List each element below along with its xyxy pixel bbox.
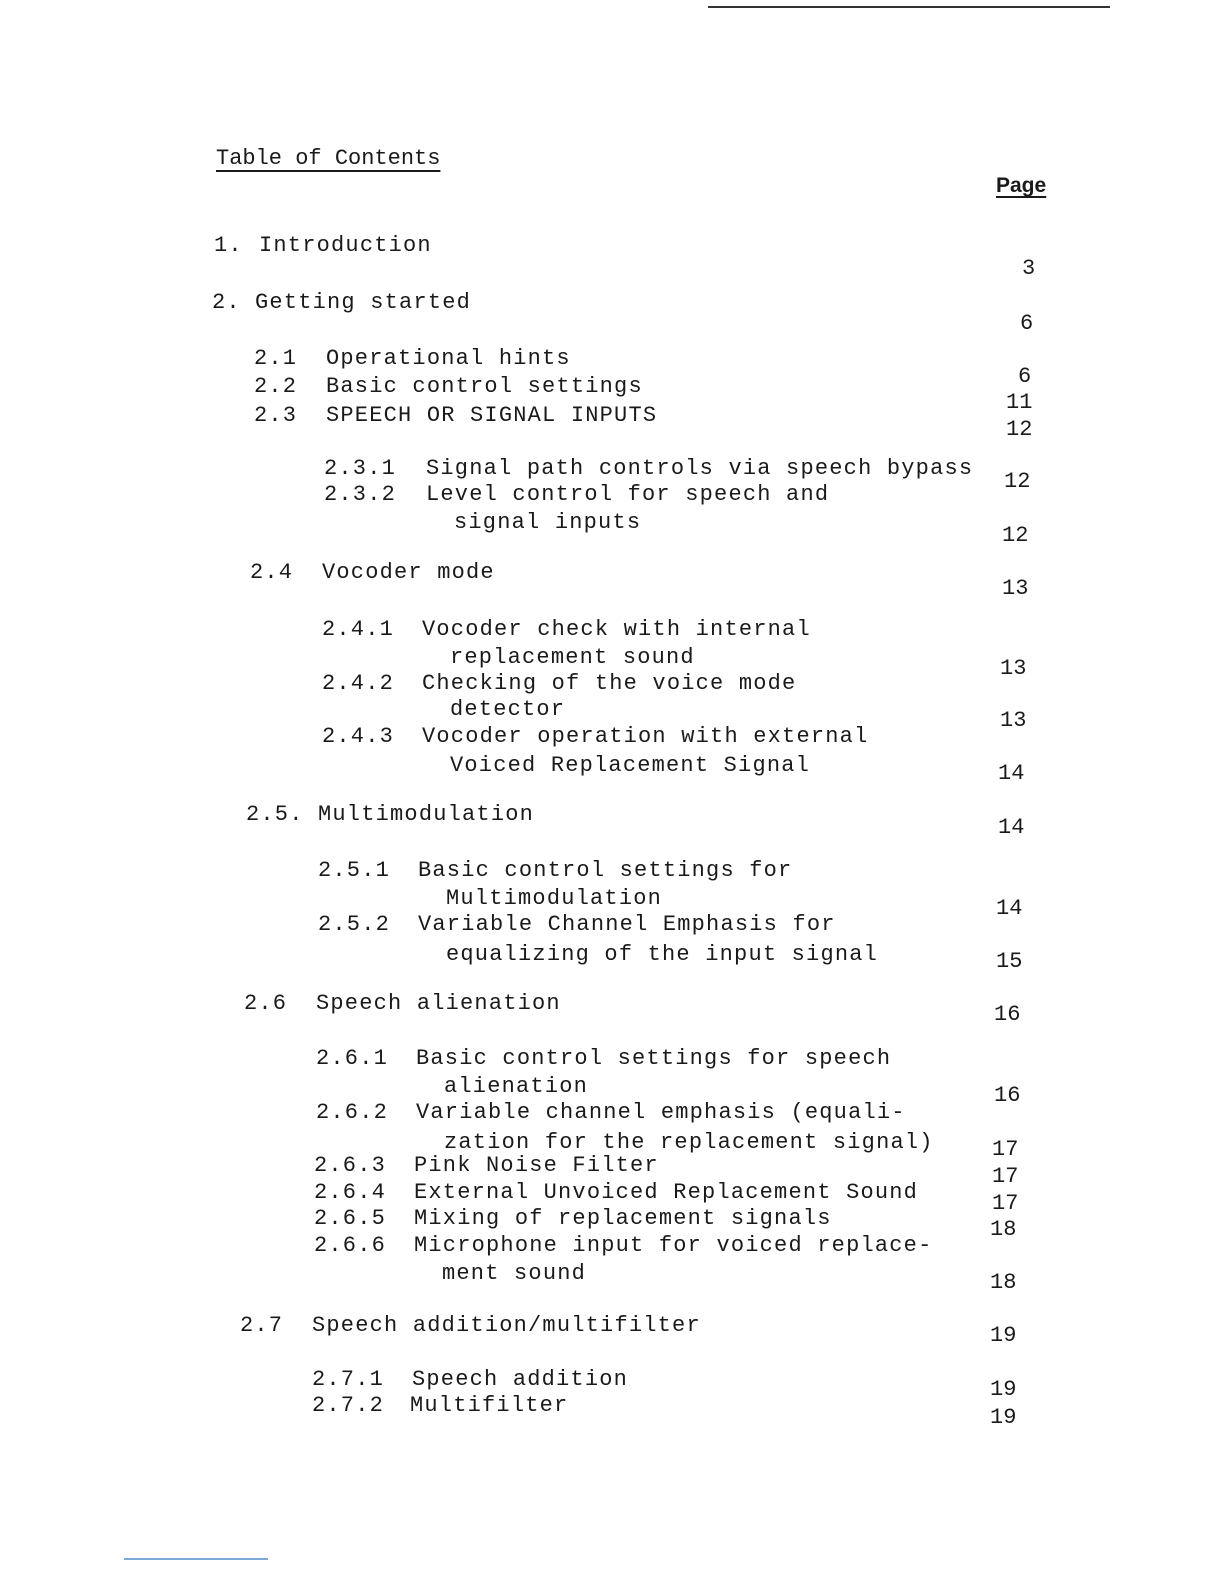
toc-entry-title: Basic control settings xyxy=(326,374,643,399)
toc-entry-number: 2.4.2 xyxy=(322,671,395,696)
toc-entry-number: 2.5. xyxy=(246,802,304,827)
toc-entry-number: 2.6.1 xyxy=(316,1046,389,1071)
toc-entry-page: 17 xyxy=(992,1164,1019,1189)
toc-entry-title: Getting started xyxy=(255,290,472,315)
toc-entry-page: 11 xyxy=(1006,390,1033,415)
page-column-header: Page xyxy=(996,174,1047,197)
toc-entry-number: 2.4.3 xyxy=(322,724,395,749)
toc-entry-page: 15 xyxy=(996,949,1023,974)
toc-entry-page: 13 xyxy=(1000,708,1027,733)
toc-entry-number: 2.1 xyxy=(254,346,298,371)
toc-entry-number: 2.3 xyxy=(254,403,298,428)
toc-entry-title: Microphone input for voiced replace- xyxy=(414,1233,933,1258)
toc-entry-title: Speech addition xyxy=(412,1367,629,1392)
toc-entry-page: 19 xyxy=(990,1405,1017,1430)
toc-entry-number: 1. xyxy=(214,233,243,258)
toc-entry-title: Mixing of replacement signals xyxy=(414,1206,832,1231)
toc-entry-number: 2.6.4 xyxy=(314,1180,387,1205)
toc-entry-title: External Unvoiced Replacement Sound xyxy=(414,1180,919,1205)
toc-entry-title: Vocoder operation with external xyxy=(422,724,869,749)
toc-entry-title-continuation: equalizing of the input signal xyxy=(446,942,879,967)
toc-entry-number: 2.4.1 xyxy=(322,617,395,642)
toc-entry-page: 14 xyxy=(998,815,1025,840)
toc-entry-page: 12 xyxy=(1004,469,1031,494)
toc-entry-page: 18 xyxy=(990,1270,1017,1295)
toc-entry-page: 13 xyxy=(1002,576,1029,601)
toc-entry-title: Level control for speech and xyxy=(426,482,830,507)
toc-entry-page: 3 xyxy=(1022,256,1036,281)
toc-entry-title-continuation: Multimodulation xyxy=(446,886,663,911)
toc-entry-page: 16 xyxy=(994,1002,1021,1027)
toc-entry-number: 2. xyxy=(212,290,241,315)
toc-entry-page: 12 xyxy=(1002,523,1029,548)
toc-entry-title-continuation: zation for the replacement signal) xyxy=(444,1130,934,1155)
toc-entry-title: Variable Channel Emphasis for xyxy=(418,912,836,937)
toc-entry-number: 2.5.1 xyxy=(318,858,391,883)
toc-entry-number: 2.6.6 xyxy=(314,1233,387,1258)
toc-entry-page: 16 xyxy=(994,1083,1021,1108)
toc-entry-page: 13 xyxy=(1000,656,1027,681)
toc-entry-number: 2.7.1 xyxy=(312,1367,385,1392)
toc-entry-number: 2.7 xyxy=(240,1313,284,1338)
toc-entry-title: Multifilter xyxy=(410,1393,569,1418)
toc-entry-title: Checking of the voice mode xyxy=(422,671,797,696)
toc-entry-number: 2.6.2 xyxy=(316,1100,389,1125)
toc-entry-title-continuation: ment sound xyxy=(442,1261,587,1286)
toc-entry-number: 2.6 xyxy=(244,991,288,1016)
toc-entry-page: 14 xyxy=(996,896,1023,921)
bottom-rule xyxy=(124,1558,268,1560)
toc-entry-title: Introduction xyxy=(259,233,432,258)
toc-entry-title: Basic control settings for xyxy=(418,858,793,883)
toc-entry-number: 2.3.2 xyxy=(324,482,397,507)
toc-entry-title-continuation: detector xyxy=(450,697,566,722)
toc-entry-page: 18 xyxy=(990,1217,1017,1242)
toc-entry-number: 2.7.2 xyxy=(312,1393,385,1418)
toc-entry-number: 2.6.3 xyxy=(314,1153,387,1178)
toc-entry-title: Variable channel emphasis (equali- xyxy=(416,1100,906,1125)
toc-entry-number: 2.2 xyxy=(254,374,298,399)
toc-entry-number: 2.3.1 xyxy=(324,456,397,481)
top-rule xyxy=(708,6,1110,8)
toc-entry-number: 2.6.5 xyxy=(314,1206,387,1231)
toc-entry-title: Operational hints xyxy=(326,346,571,371)
toc-entry-page: 17 xyxy=(992,1137,1019,1162)
toc-entry-page: 6 xyxy=(1020,311,1034,336)
toc-entry-title: Pink Noise Filter xyxy=(414,1153,659,1178)
toc-title: Table of Contents xyxy=(216,146,441,171)
toc-entry-title: Speech addition/multifilter xyxy=(312,1313,701,1338)
toc-entry-page: 19 xyxy=(990,1377,1017,1402)
toc-entry-page: 6 xyxy=(1018,364,1032,389)
toc-entry-number: 2.5.2 xyxy=(318,912,391,937)
toc-entry-title-continuation: signal inputs xyxy=(454,510,642,535)
toc-entry-page: 12 xyxy=(1006,417,1033,442)
toc-entry-page: 14 xyxy=(998,761,1025,786)
toc-entry-title-continuation: replacement sound xyxy=(450,645,695,670)
toc-entry-title: Basic control settings for speech xyxy=(416,1046,892,1071)
toc-entry-page: 17 xyxy=(992,1191,1019,1216)
toc-entry-title: Multimodulation xyxy=(318,802,535,827)
toc-entry-title: Vocoder check with internal xyxy=(422,617,811,642)
toc-entry-title: Signal path controls via speech bypass xyxy=(426,456,974,481)
toc-entry-title: Vocoder mode xyxy=(322,560,495,585)
toc-entry-page: 19 xyxy=(990,1323,1017,1348)
toc-entry-number: 2.4 xyxy=(250,560,294,585)
toc-entry-title-continuation: Voiced Replacement Signal xyxy=(450,753,811,778)
toc-entry-title: Speech alienation xyxy=(316,991,561,1016)
toc-entry-title: SPEECH OR SIGNAL INPUTS xyxy=(326,403,658,428)
toc-entry-title-continuation: alienation xyxy=(444,1074,589,1099)
